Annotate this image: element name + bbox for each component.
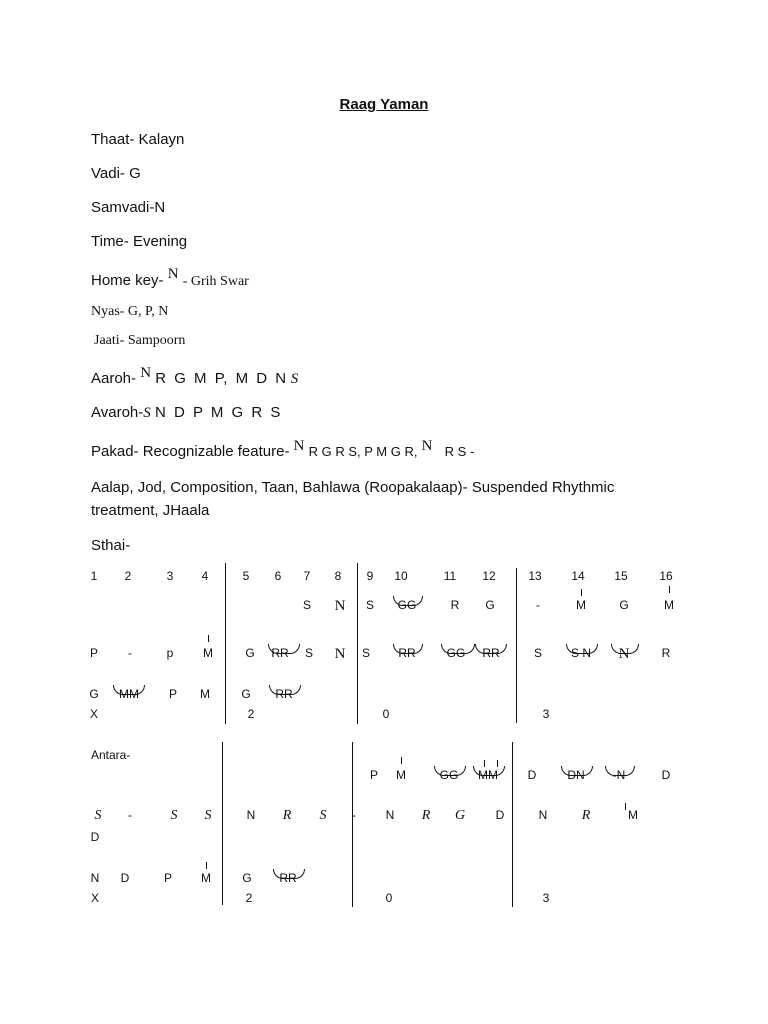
taal-mark: 2 (245, 891, 253, 905)
time-line: Time- Evening (91, 233, 188, 250)
tivra-mark (208, 635, 209, 642)
antara-note: N (246, 808, 256, 822)
beat-number: 15 (614, 569, 628, 583)
antara-note: GG (439, 768, 459, 782)
antara-note: - (352, 808, 356, 822)
slur-arc (273, 869, 305, 879)
antara-note: N (538, 808, 548, 822)
tivra-mark (669, 586, 670, 593)
antara-note: P (369, 768, 379, 782)
slur-arc (113, 685, 145, 695)
antara-note: N (385, 808, 395, 822)
slur-arc (393, 596, 423, 606)
antara-note: S (204, 808, 212, 823)
sthai-note: G (485, 598, 495, 612)
sthai-note: M (576, 598, 586, 612)
tivra-mark (484, 760, 485, 767)
sthai-note: N (334, 646, 346, 662)
sthai-note: M (664, 598, 674, 612)
taal-mark: 0 (382, 707, 390, 721)
divider-line (222, 742, 223, 905)
sthai-note: S (304, 646, 314, 660)
beat-number: 5 (242, 569, 250, 583)
antara-note: M (201, 871, 211, 885)
antara-note: MM (478, 768, 498, 782)
beat-number: 10 (394, 569, 408, 583)
sthai-note: P (168, 687, 178, 701)
avaroh-line (91, 405, 281, 421)
vadi-line (91, 166, 141, 181)
sthai-note: MM (119, 687, 139, 701)
antara-note: S (94, 808, 102, 823)
antara-note: G (242, 871, 252, 885)
antara-note: S (319, 808, 327, 823)
slur-arc (566, 644, 598, 654)
thaat-line: Thaat- Kalayn (91, 131, 185, 148)
aaroh-end-note: S (290, 371, 299, 387)
avaroh-start-note: S (143, 405, 151, 421)
sthai-note: S (302, 598, 312, 612)
slur-arc (475, 644, 507, 654)
taal-mark: 3 (542, 891, 550, 905)
antara-note: D (120, 871, 130, 885)
page-title: Raag Yaman (339, 96, 429, 113)
antara-note: R (581, 808, 591, 823)
antara-note: N (90, 871, 100, 885)
antara-note: G (454, 808, 466, 823)
aaroh-line (91, 365, 299, 387)
beat-number: 14 (571, 569, 585, 583)
sthai-note: G (89, 687, 99, 701)
sthai-note: R (661, 646, 671, 660)
sthai-note: RR (271, 646, 289, 660)
beat-number: 6 (274, 569, 282, 583)
slur-arc (393, 644, 423, 654)
sthai-note: G (245, 646, 255, 660)
divider-line (225, 563, 226, 724)
beat-number: 11 (443, 569, 457, 583)
slur-arc (611, 644, 639, 654)
sthai-note: G (619, 598, 629, 612)
aaroh-note-n: N (140, 365, 152, 381)
vadi-value: G (129, 165, 141, 182)
beat-number: 7 (303, 569, 311, 583)
antara-note: D (495, 808, 505, 822)
beat-number: 4 (201, 569, 209, 583)
jaati-line: Jaati- Sampoorn (94, 333, 186, 348)
sthai-note: GG (397, 598, 417, 612)
antara-label: Antara- (91, 748, 131, 762)
beat-number: 3 (166, 569, 174, 583)
slur-arc (269, 685, 301, 695)
beat-number: 16 (659, 569, 673, 583)
tivra-mark (206, 862, 207, 869)
sthai-note: RR (275, 687, 293, 701)
tivra-mark (401, 757, 402, 764)
pakad-note-n2: N (421, 438, 433, 454)
samvadi-line: Samvadi-N (91, 199, 166, 216)
aaroh-label: Aaroh- (91, 370, 137, 387)
slur-arc (441, 644, 475, 654)
home-key-note: N (167, 266, 179, 282)
aaroh-notes: R G M P, M D N (155, 370, 287, 387)
sthai-note: GG (446, 646, 466, 660)
avaroh-notes: N D P M G R S (154, 404, 281, 421)
sthai-note: N (618, 646, 630, 662)
sthai-note: RR (398, 646, 416, 660)
pakad-note-n1: N (293, 438, 305, 454)
sthai-note: S N (570, 646, 592, 660)
antara-note: S (170, 808, 178, 823)
slur-arc (473, 766, 505, 776)
beat-number: 12 (482, 569, 496, 583)
divider-line (516, 568, 517, 723)
pakad-label: Pakad- Recognizable feature- (91, 443, 290, 460)
sthai-note: p (166, 646, 174, 660)
antara-note: RR (279, 871, 297, 885)
sthai-note: - (536, 598, 540, 612)
slur-arc (561, 766, 593, 776)
pakad-end: R S - (444, 444, 475, 459)
taal-mark: 2 (247, 707, 255, 721)
antara-note: - (128, 808, 132, 822)
antara-note: R (421, 808, 431, 823)
tivra-mark (497, 760, 498, 767)
sthai-note: RR (482, 646, 500, 660)
antara-note: D (90, 830, 100, 844)
vadi-label: Vadi- (91, 165, 125, 182)
sthai-note: M (203, 646, 213, 660)
taal-mark: 0 (385, 891, 393, 905)
home-key-line (91, 266, 249, 289)
sthai-note: S (365, 598, 375, 612)
beat-number: 13 (528, 569, 542, 583)
divider-line (357, 563, 358, 724)
beat-number: 9 (366, 569, 374, 583)
sthai-label: Sthai- (91, 537, 131, 554)
antara-note: R (282, 808, 292, 823)
beat-number: 2 (124, 569, 132, 583)
sthai-note: S (533, 646, 543, 660)
divider-line (352, 742, 353, 907)
sthai-note: G (241, 687, 251, 701)
antara-note: -N (612, 768, 626, 782)
slur-arc (434, 766, 466, 776)
nyas-line: Nyas- G, P, N (91, 304, 169, 319)
antara-note: P (163, 871, 173, 885)
antara-note: M (628, 808, 638, 822)
pakad-notes: R G R S, P M G R, (308, 444, 418, 459)
sthai-note: N (334, 598, 346, 614)
home-key-value: - Grih Swar (182, 274, 249, 289)
tivra-mark (581, 589, 582, 596)
antara-note: D (527, 768, 537, 782)
slur-arc (268, 644, 300, 654)
sthai-note: S (361, 646, 371, 660)
sthai-note: - (128, 646, 132, 660)
sthai-note: M (200, 687, 210, 701)
taal-mark: X (90, 891, 100, 905)
divider-line (512, 742, 513, 907)
antara-note: M (396, 768, 406, 782)
antara-note: D (661, 768, 671, 782)
sthai-note: P (89, 646, 99, 660)
pakad-line (91, 438, 475, 460)
home-key-label: Home key- (91, 272, 164, 289)
slur-arc (605, 766, 635, 776)
aalap-line-2: treatment, JHaala (91, 502, 210, 519)
beat-number: 8 (334, 569, 342, 583)
antara-note: DN (567, 768, 585, 782)
taal-mark: X (89, 707, 99, 721)
tivra-mark (625, 803, 626, 810)
avaroh-label: Avaroh- (91, 404, 144, 421)
taal-mark: 3 (542, 707, 550, 721)
sthai-note: R (450, 598, 460, 612)
aalap-line-1: Aalap, Jod, Composition, Taan, Bahlawa (Roopakalaap)- Suspended Rhythmic (91, 479, 615, 496)
beat-number: 1 (90, 569, 98, 583)
